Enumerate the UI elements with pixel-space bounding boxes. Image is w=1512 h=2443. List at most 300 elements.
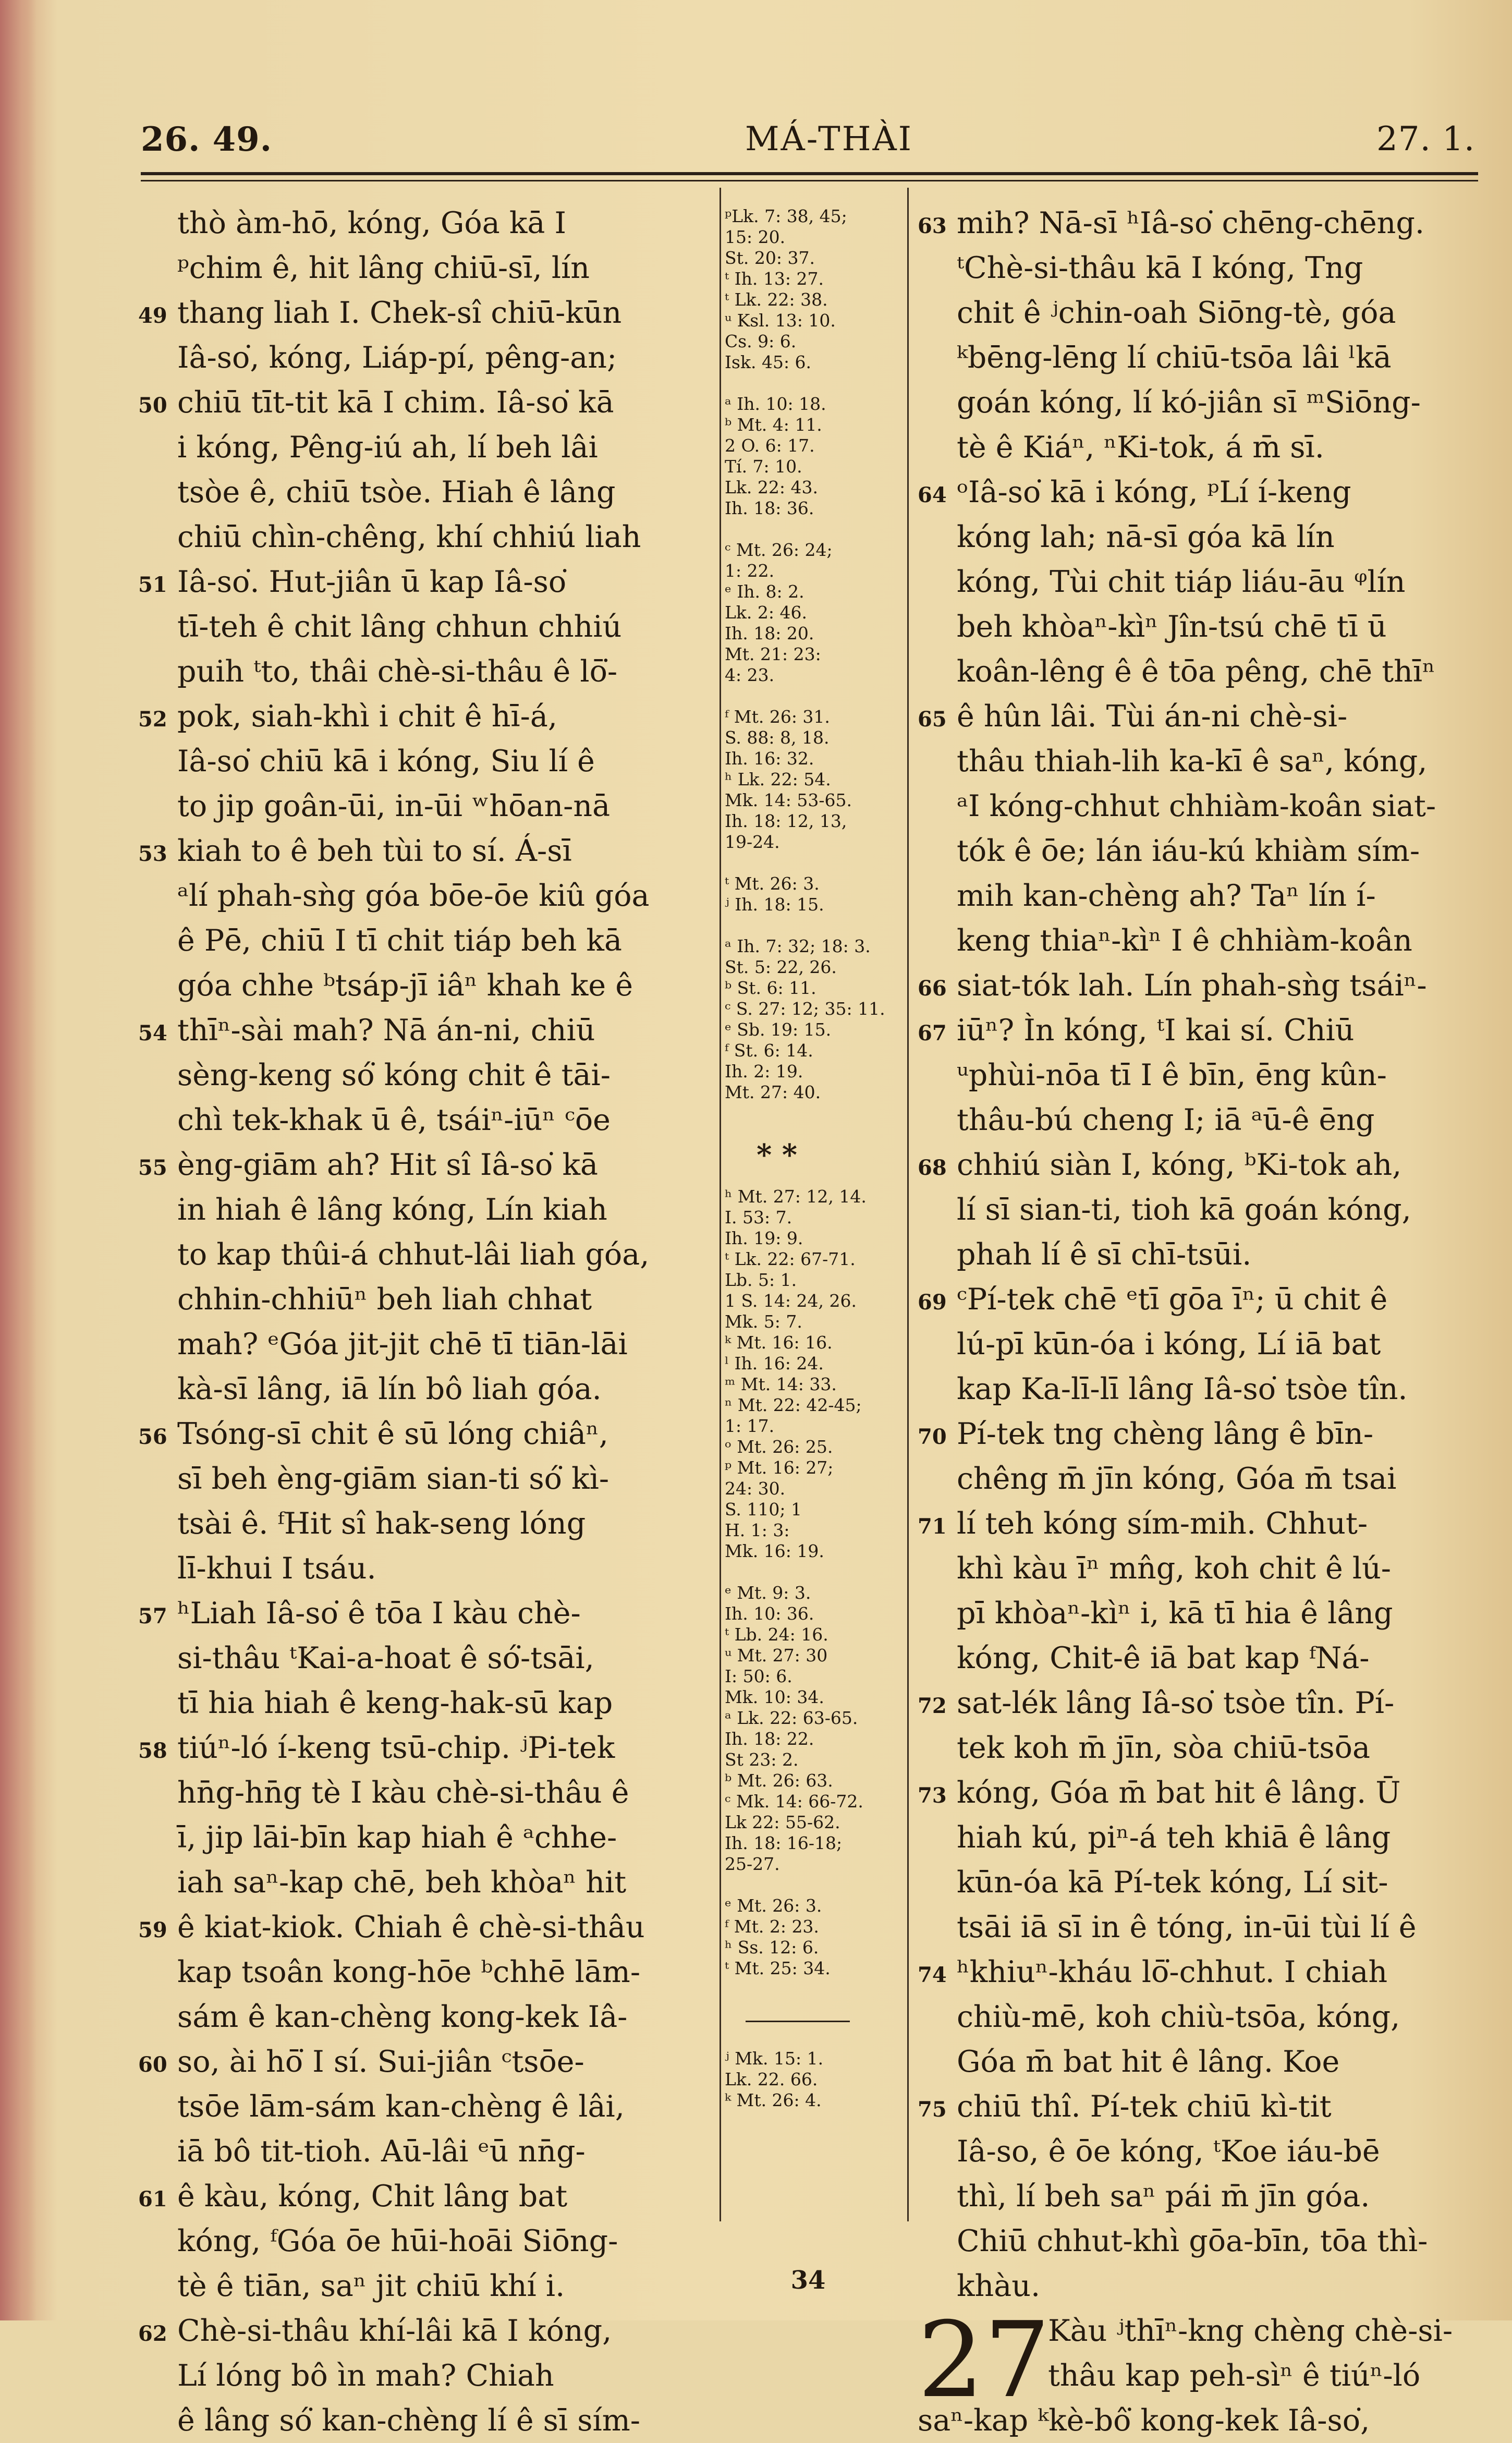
verse-text: thâu thiah-lih ka-kī ê saⁿ, kóng,	[957, 744, 1428, 779]
left-column-line	[138, 2084, 720, 2129]
verse-text: ê kiat-kiok. Chiah ê chè-si-thâu	[177, 1910, 645, 1944]
verse-text: ᵘphùi-nōa tī I ê bīn, ēng kûn-	[957, 1058, 1387, 1092]
verse-text: tsòe ê, chiū tsòe. Hiah ê lâng	[177, 475, 616, 509]
verse-text: Chè-si-thâu khí-lâi kā I kóng,	[177, 2314, 612, 2348]
left-column-line	[138, 246, 720, 290]
verse-number: 69	[918, 1290, 947, 1315]
verse-text: tók ê ōe; lán iáu-kú khiàm sím-	[957, 834, 1420, 868]
right-column-line	[918, 963, 1483, 1008]
right-column-line	[918, 1277, 1483, 1322]
cross-reference: ᵒ Mt. 26: 25.	[725, 1437, 833, 1457]
verse-text: ê kàu, kóng, Chit lâng bat	[177, 2179, 568, 2214]
right-column-line	[918, 515, 1483, 560]
verse-number: 52	[138, 707, 167, 732]
right-column-line	[918, 1456, 1483, 1501]
cross-reference: ᵗ Lk. 22: 67-71.	[725, 1249, 856, 1269]
verse-text: chì tek-khak ū ê, tsáiⁿ-iūⁿ ᶜōe	[177, 1103, 611, 1137]
cross-reference: ⁿ Mt. 22: 42-45;	[725, 1395, 862, 1415]
verse-text: Iâ-so͘. Hut-jiân ū kap Iâ-so͘	[177, 565, 567, 599]
verse-text: pok, siah-khì i chit ê hī-á,	[177, 699, 558, 734]
verse-text: tsōe lām-sám kan-chèng ê lâi,	[177, 2089, 625, 2124]
right-column-line	[918, 1546, 1483, 1591]
cross-reference: ᵗ Mt. 25: 34.	[725, 1958, 831, 1978]
verse-text: Pí-tek tng chèng lâng ê bīn-	[957, 1417, 1374, 1451]
left-column-line	[138, 470, 720, 515]
verse-number: 60	[138, 2052, 167, 2077]
verse-number: 71	[918, 1514, 947, 1539]
right-column-line	[918, 1950, 1483, 1995]
verse-number: 59	[138, 1918, 167, 1942]
left-column-line	[138, 873, 720, 918]
cross-reference: ᶠ St. 6: 14.	[725, 1040, 813, 1061]
verse-number: 58	[138, 1739, 167, 1763]
verse-number: 63	[918, 214, 947, 238]
cross-reference: I: 50: 6.	[725, 1666, 792, 1686]
chapter-line: saⁿ-kap ᵏkè-bô͘ kong-kek Iâ-so͘,	[918, 2403, 1370, 2438]
verse-text: ʰkhiuⁿ-kháu lō͘-chhut. I chiah	[957, 1955, 1388, 1989]
right-column-line	[918, 1053, 1483, 1098]
cross-reference: ʲ Mk. 15: 1.	[725, 2048, 824, 2069]
verse-text: thò àm-hō, kóng, Góa kā I	[177, 206, 567, 240]
cross-reference: ˡ Ih. 16: 24.	[725, 1353, 824, 1374]
cross-reference: ᵐ Mt. 14: 33.	[725, 1374, 837, 1394]
left-column-line	[138, 963, 720, 1008]
verse-text: sèng-keng só͘ kóng chit ê tāi-	[177, 1058, 611, 1092]
verse-text: tī-teh ê chit lâng chhun chhiú	[177, 610, 622, 644]
left-column-line	[138, 829, 720, 873]
right-column-line	[918, 2129, 1483, 2174]
chapter-line: Kàu ʲthīⁿ-kng chèng chè-si-	[1048, 2314, 1453, 2348]
cross-reference: Ih. 2: 19.	[725, 1061, 803, 1081]
verse-text: ᵃlí phah-sǹg góa bōe-ōe kiû góa	[177, 879, 650, 913]
right-column-line	[918, 1770, 1483, 1815]
left-column-line	[138, 694, 720, 739]
cross-reference: ᵘ Ksl. 13: 10.	[725, 310, 836, 331]
right-column-line	[918, 2084, 1483, 2129]
header-rule-thin	[141, 180, 1478, 181]
right-column-line	[918, 1995, 1483, 2039]
verse-number: 67	[918, 1021, 947, 1046]
verse-text: in hiah ê lâng kóng, Lín kiah	[177, 1193, 607, 1227]
verse-number: 68	[918, 1156, 947, 1180]
cross-reference: ᵇ St. 6: 11.	[725, 978, 816, 998]
left-column-line	[138, 2219, 720, 2264]
cross-reference: Ih. 18: 22.	[725, 1729, 814, 1749]
verse-number: 56	[138, 1425, 167, 1449]
verse-number: 49	[138, 303, 167, 328]
verse-text: chiū tīt-tit kā I chim. Iâ-so͘ kā	[177, 385, 614, 420]
left-column-line	[138, 1143, 720, 1187]
left-column-line	[138, 335, 720, 380]
verse-text: lī-khui I tsáu.	[177, 1551, 376, 1586]
cross-reference: Lk. 2: 46.	[725, 602, 807, 623]
cross-reference: Isk. 45: 6.	[725, 352, 812, 372]
verse-text: ᵏbēng-lēng lí chiū-tsōa lâi ˡkā	[957, 341, 1392, 375]
left-column-line	[138, 604, 720, 649]
right-text-column	[918, 201, 1483, 2438]
cross-reference: ʲ Ih. 18: 15.	[725, 894, 824, 915]
left-column-line	[138, 380, 720, 425]
reference-spacer	[725, 1875, 897, 1895]
cross-reference: ᵇ Mt. 26: 63.	[725, 1770, 833, 1791]
verse-text: to kap thûi-á chhut-lâi liah góa,	[177, 1237, 650, 1272]
verse-text: Iâ-so͘, kóng, Liáp-pí, pêng-an;	[177, 341, 617, 375]
verse-text: thì, lí beh saⁿ pái m̄ jīn góa.	[957, 2179, 1370, 2214]
cross-reference: Mk. 14: 53-65.	[725, 790, 852, 810]
verse-text: ê hûn lâi. Tùi án-ni chè-si-	[957, 699, 1348, 734]
left-column-line	[138, 1322, 720, 1367]
right-column-line	[918, 246, 1483, 290]
cross-reference: ᵏ Mt. 16: 16.	[725, 1332, 833, 1353]
verse-text: thang liah I. Chek-sî chiū-kūn	[177, 296, 622, 330]
cross-reference: ᵉ Ih. 8: 2.	[725, 581, 804, 602]
right-column-line	[918, 1367, 1483, 1412]
verse-text: khàu.	[957, 2269, 1041, 2303]
left-column-line	[138, 649, 720, 694]
verse-text: kūn-óa kā Pí-tek kóng, Lí sit-	[957, 1865, 1388, 1900]
left-column-line	[138, 1412, 720, 1456]
right-column-line	[918, 694, 1483, 739]
verse-text: beh khòaⁿ-kìⁿ Jîn-tsú chē tī ū	[957, 610, 1387, 644]
verse-number: 66	[918, 976, 947, 1001]
right-column-line	[918, 1143, 1483, 1187]
cross-reference: H. 1: 3:	[725, 1520, 790, 1540]
verse-number: 75	[918, 2097, 947, 2122]
cross-reference: St 23: 2.	[725, 1749, 799, 1770]
verse-text: chiù-mē, koh chiù-tsōa, kóng,	[957, 2000, 1400, 2034]
cross-reference: ᵃ Ih. 10: 18.	[725, 394, 826, 414]
right-column-line	[918, 201, 1483, 246]
verse-text: ī, jip lāi-bīn kap hiah ê ᵃchhe-	[177, 1820, 617, 1855]
reference-spacer	[725, 686, 897, 707]
verse-text: si-thâu ᵗKai-a-hoat ê só͘-tsāi,	[177, 1641, 594, 1675]
right-column-line	[918, 649, 1483, 694]
cross-reference: ᵃ Ih. 7: 32; 18: 3.	[725, 936, 871, 956]
cross-reference: Lk. 22: 43.	[725, 477, 818, 497]
right-column-line	[918, 1591, 1483, 1636]
verse-text: phah lí ê sī chī-tsūi.	[957, 1237, 1252, 1272]
verse-number: 72	[918, 1694, 947, 1718]
verse-text: kóng, ᶠGóa ōe hūi-hoāi Siōng-	[177, 2224, 618, 2258]
verse-text: ᵃI kóng-chhut chhiàm-koân siat-	[957, 789, 1436, 823]
cross-reference: 4: 23.	[725, 665, 775, 685]
verse-text: sī beh èng-giām sian-ti só͘ kì-	[177, 1462, 609, 1496]
cross-reference: Mk. 16: 19.	[725, 1541, 824, 1561]
left-column-line	[138, 290, 720, 335]
verse-text: mih kan-chèng ah? Taⁿ lín í-	[957, 879, 1376, 913]
left-column-line	[138, 425, 720, 470]
cross-reference: Lk. 22. 66.	[725, 2069, 818, 2089]
right-column-line	[918, 1636, 1483, 1681]
left-column-line	[138, 515, 720, 560]
left-column-line	[138, 2039, 720, 2084]
verse-number: 62	[138, 2322, 167, 2346]
cross-reference: Ih. 18: 20.	[725, 623, 814, 643]
cross-reference: ᵃ Lk. 22: 63-65.	[725, 1708, 858, 1728]
cross-reference: ʰ Lk. 22: 54.	[725, 769, 831, 789]
page-number: 34	[790, 2266, 826, 2295]
reference-spacer	[725, 519, 897, 540]
verse-number: 74	[918, 1963, 947, 1987]
header-left-ref: 26. 49.	[141, 120, 272, 159]
left-column-line	[138, 2264, 720, 2308]
verse-number: 53	[138, 842, 167, 866]
cross-reference: ᵉ Sb. 19: 15.	[725, 1019, 832, 1040]
verse-text: kap Ka-lī-lī lâng Iâ-so͘ tsòe tîn.	[957, 1372, 1408, 1406]
right-column-line	[918, 1098, 1483, 1143]
verse-number: 61	[138, 2187, 167, 2211]
cross-reference: 15: 20.	[725, 227, 786, 247]
left-column-line	[138, 1860, 720, 1905]
cross-reference: Mt. 27: 40.	[725, 1082, 821, 1102]
right-column-line	[918, 784, 1483, 829]
left-column-line	[138, 1501, 720, 1546]
verse-text: èng-giām ah? Hit sî Iâ-so͘ kā	[177, 1148, 598, 1182]
reference-spacer	[725, 373, 897, 394]
cross-reference: ᵘ Mt. 27: 30	[725, 1645, 828, 1666]
verse-text: tè ê Kiáⁿ, ⁿKi-tok, á m̄ sī.	[957, 430, 1324, 465]
header-rule-thick	[141, 172, 1478, 175]
left-column-line	[138, 2353, 720, 2398]
verse-text: iah saⁿ-kap chē, beh khòaⁿ hit	[177, 1865, 627, 1900]
cross-reference: S. 88: 8, 18.	[725, 727, 830, 748]
right-column-line	[918, 1905, 1483, 1950]
left-column-line	[138, 1367, 720, 1412]
verse-text: tek koh m̄ jīn, sòa chiū-tsōa	[957, 1731, 1370, 1765]
cross-reference: St. 20: 37.	[725, 248, 815, 268]
cross-reference: Ih. 10: 36.	[725, 1603, 814, 1624]
verse-number: 57	[138, 1604, 167, 1628]
chapter-number: 27	[918, 2300, 1051, 2421]
verse-text: kóng, Tùi chit tiáp liáu-āu ᵠlín	[957, 565, 1406, 599]
left-column-line	[138, 1277, 720, 1322]
verse-number: 64	[918, 483, 947, 507]
cross-reference: ʰ Ss. 12: 6.	[725, 1937, 819, 1958]
verse-text: thīⁿ-sài mah? Nā án-ni, chiū	[177, 1013, 595, 1048]
verse-text: kap tsoân kong-hōe ᵇchhē lām-	[177, 1955, 641, 1989]
left-column-line	[138, 1815, 720, 1860]
verse-text: chhiú siàn I, kóng, ᵇKi-tok ah,	[957, 1148, 1402, 1182]
cross-reference: S. 110; 1	[725, 1499, 802, 1520]
cross-reference: Mk. 5: 7.	[725, 1311, 802, 1332]
verse-text: Chiū chhut-khì gōa-bīn, tōa thì-	[957, 2224, 1428, 2258]
verse-text: kiah to ê beh tùi to sí. Á-sī	[177, 834, 572, 868]
cross-reference: 24: 30.	[725, 1478, 786, 1499]
left-column-line	[138, 739, 720, 784]
verse-number: 54	[138, 1021, 167, 1046]
right-column-line	[918, 829, 1483, 873]
cross-reference: ᵇ Mt. 4: 11.	[725, 415, 822, 435]
verse-text: ᵖchim ê, hit lâng chiū-sī, lín	[177, 251, 590, 285]
left-column-line	[138, 2398, 720, 2443]
left-column-line	[138, 1681, 720, 1725]
verse-text: chit ê ʲchin-oah Siōng-tè, góa	[957, 296, 1396, 330]
verse-text: sám ê kan-chèng kong-kek Iâ-	[177, 2000, 628, 2034]
right-column-line	[918, 604, 1483, 649]
right-column-line	[918, 1725, 1483, 1770]
right-column-line	[918, 1008, 1483, 1053]
verse-text: lú-pī kūn-óa i kóng, Lí iā bat	[957, 1327, 1381, 1362]
cross-reference: 1: 17.	[725, 1416, 775, 1436]
left-column-line	[138, 1456, 720, 1501]
right-column-line	[918, 2174, 1483, 2219]
verse-text: lí teh kóng sím-mih. Chhut-	[957, 1506, 1368, 1541]
verse-text: keng thiaⁿ-kìⁿ I ê chhiàm-koân	[957, 923, 1412, 958]
verse-text: iūⁿ? Ìn kóng, ᵗI kai sí. Chiū	[957, 1013, 1355, 1048]
reference-spacer	[725, 853, 897, 873]
left-column-line	[138, 1098, 720, 1143]
reference-spacer	[725, 1979, 897, 2000]
cross-reference: ᶠ Mt. 26: 31.	[725, 707, 830, 727]
right-column-line	[918, 1815, 1483, 1860]
cross-reference: 2 O. 6: 17.	[725, 435, 815, 456]
left-text-column	[138, 201, 720, 2438]
header-book-title: MÁ-THÀI	[745, 120, 913, 159]
verse-text: chhin-chhiūⁿ beh liah chhat	[177, 1282, 592, 1317]
right-column-line	[918, 335, 1483, 380]
left-column-line	[138, 1995, 720, 2039]
verse-text: chêng m̄ jīn kóng, Góa m̄ tsai	[957, 1462, 1397, 1496]
verse-text: mih? Nā-sī ʰIâ-so͘ chēng-chēng.	[957, 206, 1424, 240]
cross-reference: ᵗ Lk. 22: 38.	[725, 289, 828, 310]
left-column-line	[138, 1546, 720, 1591]
reference-spacer	[725, 1103, 897, 1124]
cross-reference: 19-24.	[725, 832, 780, 852]
verse-text: ᶜPí-tek chē ᵉtī gōa īⁿ; ū chit ê	[957, 1282, 1388, 1317]
verse-text: ê lâng só͘ kan-chèng lí ê sī sím-	[177, 2403, 641, 2438]
cross-reference: ᶜ Mk. 14: 66-72.	[725, 1791, 863, 1812]
verse-number: 73	[918, 1783, 947, 1808]
cross-reference: Cs. 9: 6.	[725, 331, 797, 351]
verse-number: 70	[918, 1425, 947, 1449]
verse-text: iā bô tit-tioh. Aū-lâi ᵉū nn̄g-	[177, 2134, 586, 2169]
reference-spacer	[725, 2111, 897, 2132]
left-column-line	[138, 1905, 720, 1950]
column-divider-right	[907, 188, 909, 2221]
reference-spacer	[725, 915, 897, 936]
reference-rule	[746, 2021, 850, 2022]
verse-text: siat-tók lah. Lín phah-sǹg tsáiⁿ-	[957, 968, 1427, 1003]
left-column-line	[138, 560, 720, 604]
verse-text: Iâ-so, ê ōe kóng, ᵗKoe iáu-bē	[957, 2134, 1380, 2169]
verse-text: i kóng, Pêng-iú ah, lí beh lâi	[177, 430, 598, 465]
verse-text: hiah kú, piⁿ-á teh khiā ê lâng	[957, 1820, 1391, 1855]
cross-reference: ᵗ Ih. 13: 27.	[725, 269, 824, 289]
verse-text: khì kàu īⁿ mn̂g, koh chit ê lú-	[957, 1551, 1392, 1586]
reference-spacer	[725, 1562, 897, 1583]
cross-reference: 25-27.	[725, 1854, 780, 1874]
header-right-ref: 27. 1.	[1376, 120, 1476, 159]
right-column-line	[918, 560, 1483, 604]
verse-text: thâu-bú cheng I; iā ᵃū-ê ēng	[957, 1103, 1375, 1137]
cross-reference: Mk. 10: 34.	[725, 1687, 824, 1707]
cross-reference: St. 5: 22, 26.	[725, 957, 837, 977]
cross-reference: ᵏ Mt. 26: 4.	[725, 2090, 822, 2110]
left-column-line	[138, 2174, 720, 2219]
verse-text: tī hia hiah ê keng-hak-sū kap	[177, 1686, 613, 1720]
left-column-line	[138, 1770, 720, 1815]
right-column-line	[918, 1322, 1483, 1367]
cross-reference: Ih. 16: 32.	[725, 748, 814, 769]
cross-reference: 1: 22.	[725, 561, 775, 581]
left-column-line	[138, 201, 720, 246]
chapter-27-start	[918, 2300, 1483, 2443]
cross-reference: ᵉ Mt. 9: 3.	[725, 1583, 811, 1603]
right-column-line	[918, 2039, 1483, 2084]
cross-reference: ᶠ Mt. 2: 23.	[725, 1916, 819, 1937]
verse-text: Tsóng-sī chit ê sū lóng chiâⁿ,	[177, 1417, 608, 1451]
verse-text: kóng lah; nā-sī góa kā lín	[957, 520, 1335, 554]
right-column-line	[918, 918, 1483, 963]
verse-text: chiū thî. Pí-tek chiū kì-tit	[957, 2089, 1332, 2124]
left-column-line	[138, 1053, 720, 1098]
verse-number: 51	[138, 573, 167, 597]
left-column-line	[138, 1591, 720, 1636]
verse-text: Lí lóng bô ìn mah? Chiah	[177, 2359, 554, 2393]
cross-reference: I. 53: 7.	[725, 1207, 792, 1227]
cross-reference: ᶜ S. 27: 12; 35: 11.	[725, 999, 885, 1019]
verse-text: hn̄g-hn̄g tè I kàu chè-si-thâu ê	[177, 1776, 629, 1810]
right-column-line	[918, 1681, 1483, 1725]
verse-text: to jip goân-ūi, in-ūi ʷhōan-nā	[177, 789, 611, 823]
right-column-line	[918, 425, 1483, 470]
verse-text: kóng, Góa m̄ bat hit ê lâng. Ū	[957, 1776, 1401, 1810]
cross-reference: Lk 22: 55-62.	[725, 1812, 840, 1832]
verse-number: 55	[138, 1156, 167, 1180]
right-column-line	[918, 1501, 1483, 1546]
left-column-line	[138, 2129, 720, 2174]
cross-reference: ᶜ Mt. 26: 24;	[725, 540, 833, 560]
cross-reference: ᵗ Mt. 26: 3.	[725, 873, 820, 894]
left-column-line	[138, 1008, 720, 1053]
right-column-line	[918, 2219, 1483, 2264]
verse-text: tiúⁿ-ló í-keng tsū-chip. ʲPi-tek	[177, 1731, 615, 1765]
verse-text: ʰLiah Iâ-so͘ ê tōa I kàu chè-	[177, 1596, 581, 1631]
cross-reference: Mt. 21: 23:	[725, 644, 821, 664]
right-column-line	[918, 1860, 1483, 1905]
cross-reference: Ih. 18: 16-18;	[725, 1833, 843, 1853]
cross-reference: ᵗ Lb. 24: 16.	[725, 1624, 828, 1645]
verse-text: tè ê tiān, saⁿ jit chiū khí i.	[177, 2269, 565, 2303]
right-column-line	[918, 1187, 1483, 1232]
right-column-line	[918, 380, 1483, 425]
verse-number: 50	[138, 393, 167, 418]
section-stars: * *	[756, 1138, 798, 1172]
left-column-line	[138, 1950, 720, 1995]
verse-text: pī khòaⁿ-kìⁿ i, kā tī hia ê lâng	[957, 1596, 1393, 1631]
cross-reference: ᵖLk. 7: 38, 45;	[725, 206, 847, 226]
left-column-line	[138, 1636, 720, 1681]
verse-text: ê Pē, chiū I tī chit tiáp beh kā	[177, 923, 622, 958]
cross-reference: Ih. 18: 36.	[725, 498, 814, 518]
verse-text: kà-sī lâng, iā lín bô liah góa.	[177, 1372, 602, 1406]
right-column-line	[918, 873, 1483, 918]
verse-text: tsài ê. ᶠHit sî hak-seng lóng	[177, 1506, 586, 1541]
verse-text: Iâ-so͘ chiū kā i kóng, Siu lí ê	[177, 744, 595, 779]
verse-text: puih ᵗto, thâi chè-si-thâu ê lō͘-	[177, 654, 618, 689]
right-column-line	[918, 1412, 1483, 1456]
verse-text: kóng, Chit-ê iā bat kap ᶠNá-	[957, 1641, 1370, 1675]
verse-text: ᵗChè-si-thâu kā I kóng, Tng	[957, 251, 1363, 285]
verse-text: so, ài hō͘ I sí. Sui-jiân ᶜtsōe-	[177, 2045, 584, 2079]
verse-text: chiū chìn-chêng, khí chhiú liah	[177, 520, 641, 554]
verse-text: góa chhe ᵇtsáp-jī iâⁿ khah ke ê	[177, 968, 633, 1003]
left-column-line	[138, 1187, 720, 1232]
cross-reference: Tí. 7: 10.	[725, 456, 802, 477]
right-column-line	[918, 290, 1483, 335]
left-column-line	[138, 1725, 720, 1770]
cross-reference: ʰ Mt. 27: 12, 14.	[725, 1186, 867, 1207]
